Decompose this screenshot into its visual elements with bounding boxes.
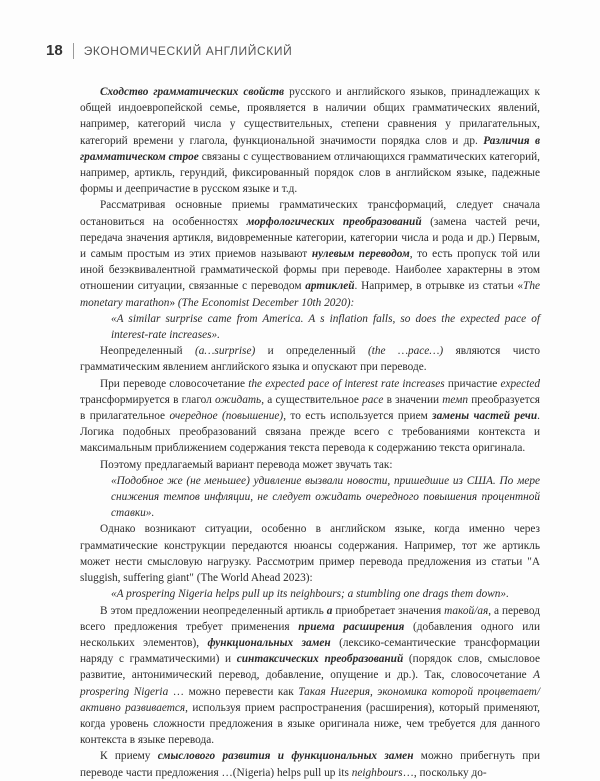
text-run: , то есть используется прием — [283, 410, 433, 423]
text-run: Неопределенный — [100, 345, 195, 358]
italic-text: neighbours — [351, 766, 403, 779]
text-run: являются чисто грамматическим явлением английского языка и опускают при переводе. — [80, 345, 540, 374]
text-run: (лексико-семантические трансформации наряду с грамматическими) и — [80, 636, 540, 666]
text-run: . Логика подобных преобразований связана прежде всего с требованиями контекста и максимальным приближением содержания текста перевода к содержанию текста оригинала. — [80, 410, 540, 455]
text-run: преобразуется в прилагательное — [80, 393, 540, 423]
italic-text: «Подобное же (не меньшее) удивление вызвали новости, пришедшие из США. По мере снижения темпов инфляции, не следует ожидать очередного повышения процентной ставки». — [111, 474, 540, 520]
header-divider — [73, 43, 74, 59]
text-run: Рассматривая основные приемы грамматических трансформаций, следует сначала остановиться на особенностях — [80, 199, 540, 228]
body-paragraph — [80, 376, 540, 457]
text-run: трансформируется в глагол — [80, 393, 216, 406]
text-run: При переводе словосочетание — [100, 377, 249, 390]
italic-text: The monetary marathon — [80, 280, 540, 309]
italic-text: the expected pace of interest rate increases — [248, 377, 445, 390]
text-run: , а существительное — [261, 393, 363, 406]
body-paragraph — [80, 84, 540, 197]
quotation-paragraph — [80, 311, 540, 343]
text-run: , используя прием распространения (расширения), который применяют, когда уровень сложности предложения в языке оригинала ниже, чем требуется для данного контекста в языке перевода. — [80, 701, 540, 747]
italic-text: (The Economist December 10th 2020): — [177, 296, 355, 309]
page-number: 18 — [46, 42, 63, 59]
italic-text: pace — [362, 393, 384, 406]
text-run: … можно перевести как — [168, 685, 299, 698]
text-run: » — [169, 296, 178, 309]
emphasis-term: смыслового развития и функциональных замен — [157, 750, 414, 763]
text-run: (замена частей речи, передача значения артикля, видовременные категории, категории числа и рода и др.) Первым, и самым простым из этих приемов называют — [80, 215, 541, 261]
italic-text: «A similar surprise came from America. A s inflation falls, so does the expected pace of interest-rate increases». — [111, 312, 540, 342]
italic-text: очередное (повышение) — [169, 410, 284, 423]
emphasis-term: приема расширения — [298, 620, 405, 633]
italic-text: ожидать — [215, 393, 262, 406]
text-run: Однако возникают ситуации, особенно в английском языке, когда именно через грамматические конструкции передаются нюансы содержания. Например, тот же артикль может нести смысловую нагрузку. Рассмотрим пример перевода предложения из статьи "A sluggish, suffering giant" (The World Ahead 2023): — [80, 523, 540, 585]
text-run: и определенный — [255, 345, 368, 358]
emphasis-term: морфологических преобразований — [246, 215, 422, 228]
emphasis-term: a — [326, 604, 333, 617]
emphasis-term: замены частей речи — [432, 410, 538, 423]
quotation-paragraph — [80, 473, 540, 522]
italic-text: темп — [442, 393, 468, 406]
italic-text: Такая Нигерия, экономика которой процветает/активно развивается — [80, 685, 540, 714]
italic-text: A prospering Nigeria — [80, 669, 540, 698]
text-run: причастие — [444, 377, 501, 390]
emphasis-term: синтаксических преобразований — [236, 653, 404, 666]
text-run: приобретает значения — [332, 604, 445, 617]
body-paragraph — [80, 521, 540, 586]
text-run: …, поскольку до- — [402, 766, 487, 779]
text-run: в значении — [383, 393, 443, 406]
italic-text: «A prospering Nigeria helps pull up its neighbours; a stumbling one drags them down». — [111, 588, 509, 601]
running-title: ЭКОНОМИЧЕСКИЙ АНГЛИЙСКИЙ — [83, 43, 293, 58]
italic-text: такой/ая — [444, 604, 489, 617]
text-run: Поэтому предлагаемый вариант перевода может звучать так: — [100, 458, 393, 471]
body-paragraph — [80, 197, 540, 310]
text-run: , а перевод всего предложения требует применения — [80, 604, 540, 633]
text-run: (добавления одного или нескольких элементов), — [80, 620, 540, 649]
body-paragraph — [80, 343, 540, 375]
text-run: (порядок слов, смысловое развитие, антонимический перевод, добавление, опущение и др.). Так, словосочетание — [80, 653, 540, 682]
body-paragraph — [80, 603, 540, 749]
italic-text: expected — [500, 377, 540, 390]
body-paragraph — [80, 748, 540, 780]
emphasis-term: Сходство грамматических свойств — [100, 86, 285, 98]
italic-text: (a…surprise) — [194, 345, 256, 358]
page-header — [46, 42, 560, 59]
text-run: , то есть пропуск той или иной безэквивалентной грамматической формы при переводе. Наиболее характерны в этом отношении ситуации, связанные с переводом — [80, 248, 540, 293]
emphasis-term: нулевым переводом — [311, 248, 410, 261]
text-run: В этом предложении неопределенный артикль — [100, 604, 327, 617]
page-body — [80, 84, 540, 781]
body-paragraph — [80, 457, 540, 473]
emphasis-term: Различия в грамматическом строе — [80, 134, 540, 163]
italic-text: (the …pace…) — [367, 345, 444, 358]
text-run: можно прибегнуть при переводе части предложения …(Nigeria) helps pull up its — [80, 750, 540, 779]
text-run: . Например, в отрывке из статьи « — [354, 280, 524, 293]
emphasis-term: артиклей — [305, 280, 355, 293]
text-run: русского и английского языков, принадлежащих к общей индоевропейской семье, проявляется в наличии общих грамматических явлений, например, категорий числа у существительных, степени сравнения у прилагательных, категорий времени у глагола, функциональной значимости порядка слов и др. — [80, 86, 540, 147]
quotation-paragraph — [80, 586, 540, 602]
text-run: К приему — [100, 750, 158, 763]
text-run: связаны с существованием отличающихся грамматических категорий, например, артикль, герундий, фиксированный порядок слов в английском языке, падежные формы и деепричастие в русском языке и т.д. — [80, 150, 541, 196]
emphasis-term: функциональных замен — [207, 636, 331, 649]
